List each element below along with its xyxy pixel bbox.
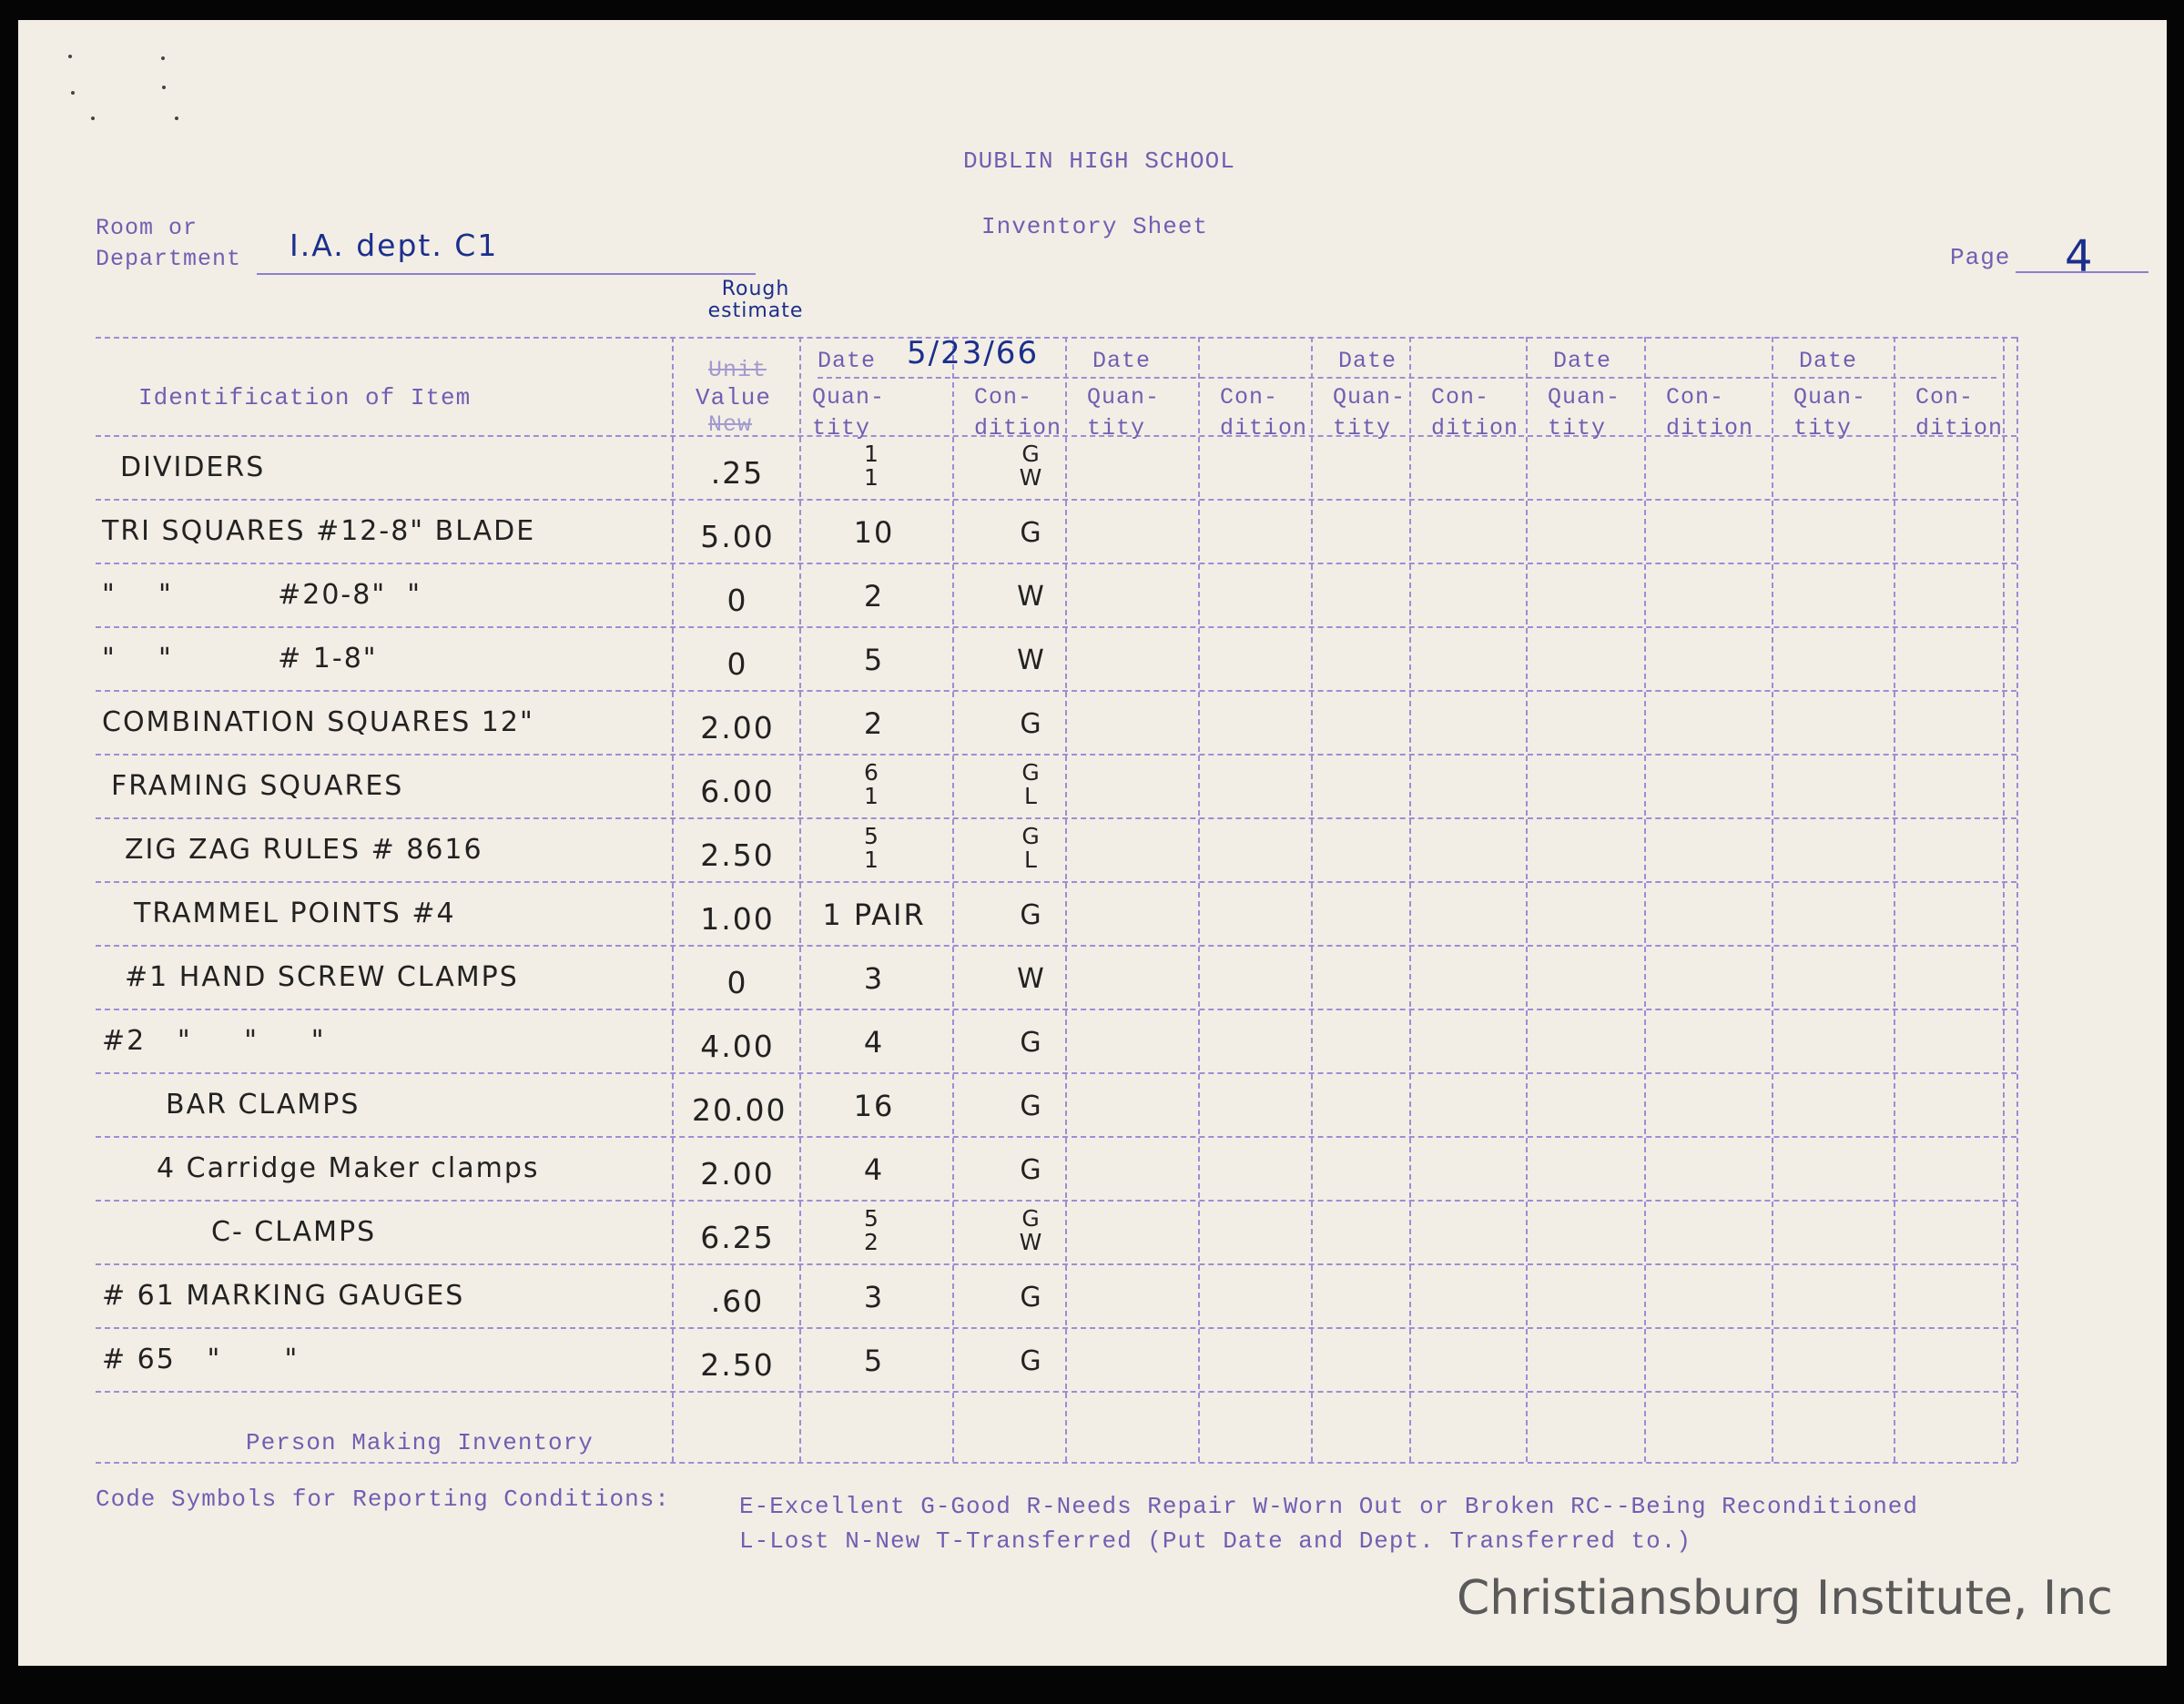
item-name: " " # 1-8" xyxy=(102,643,378,674)
item-quantity: 1 PAIR xyxy=(822,898,926,932)
item-condition: G xyxy=(1020,1027,1043,1059)
item-condition: G xyxy=(1020,1282,1043,1314)
item-value: 0 xyxy=(726,646,748,682)
item-quantity: 1 1 xyxy=(864,441,880,491)
item-value: 1.00 xyxy=(700,901,775,937)
item-name: BAR CLAMPS xyxy=(166,1089,361,1121)
quantity-header-5: Quan- tity xyxy=(1793,384,1867,441)
date-header-3: Date xyxy=(1338,348,1397,374)
item-value: 5.00 xyxy=(700,519,775,554)
department-underline xyxy=(257,273,756,275)
item-quantity: 4 xyxy=(863,1152,885,1187)
column-divider xyxy=(1644,337,1646,1462)
date-header-4: Date xyxy=(1553,348,1612,374)
item-name: TRI SQUARES #12-8" BLADE xyxy=(102,515,536,547)
department-value: I.A. dept. C1 xyxy=(290,228,499,263)
table-bottom-border xyxy=(96,1462,2016,1464)
date-row-divider xyxy=(818,377,1996,379)
condition-header-2: Con- dition xyxy=(1220,384,1308,441)
item-condition: W xyxy=(1017,644,1046,676)
item-value: .25 xyxy=(710,455,765,491)
condition-header-1: Con- dition xyxy=(974,384,1062,441)
speck xyxy=(162,86,166,89)
page-label: Page xyxy=(1950,244,2011,271)
item-quantity: 6 1 xyxy=(864,759,880,809)
row-divider xyxy=(96,563,2016,564)
item-value: 6.00 xyxy=(700,774,775,809)
inventory-sheet-paper xyxy=(18,20,2167,1666)
condition-header-5: Con- dition xyxy=(1915,384,2004,441)
value-header-struck-new: New xyxy=(708,411,753,438)
column-divider xyxy=(1311,337,1313,1462)
item-condition: G L xyxy=(1021,823,1041,873)
table-top-border xyxy=(96,337,2016,339)
speck xyxy=(175,117,178,120)
item-value: 2.50 xyxy=(700,837,775,873)
table-right-border xyxy=(2016,337,2018,1462)
item-value: 2.00 xyxy=(700,1156,775,1192)
column-divider xyxy=(1772,337,1773,1462)
row-divider xyxy=(96,1200,2016,1202)
row-divider xyxy=(96,626,2016,628)
row-divider xyxy=(96,499,2016,501)
item-quantity: 10 xyxy=(853,515,895,550)
item-name: # 61 MARKING GAUGES xyxy=(102,1280,465,1312)
row-divider xyxy=(96,690,2016,692)
item-name: C- CLAMPS xyxy=(211,1216,377,1248)
watermark: Christiansburg Institute, Inc xyxy=(1457,1571,2113,1626)
item-value: 2.00 xyxy=(700,710,775,746)
speck xyxy=(91,117,95,120)
school-name: DUBLIN HIGH SCHOOL xyxy=(963,147,1235,175)
item-value: 6.25 xyxy=(700,1220,775,1255)
row-divider xyxy=(96,1072,2016,1074)
item-condition: G W xyxy=(1019,1205,1044,1255)
speck xyxy=(71,91,75,95)
speck xyxy=(161,56,165,60)
date-header-5: Date xyxy=(1799,348,1858,374)
item-name: ZIG ZAG RULES # 8616 xyxy=(125,834,483,866)
column-divider xyxy=(1065,337,1067,1462)
item-value: 0 xyxy=(726,965,748,1000)
code-symbols-line-2: L-Lost N-New T-Transferred (Put Date and Dept. Transferred to.) xyxy=(739,1527,1691,1555)
item-value: 4.00 xyxy=(700,1029,775,1064)
item-name: 4 Carridge Maker clamps xyxy=(157,1152,540,1184)
row-divider xyxy=(96,881,2016,883)
quantity-header-4: Quan- tity xyxy=(1548,384,1621,441)
item-name: TRAMMEL POINTS #4 xyxy=(134,898,456,929)
row-divider xyxy=(96,1391,2016,1393)
quantity-header-2: Quan- tity xyxy=(1087,384,1161,441)
person-making-inventory-label: Person Making Inventory xyxy=(246,1429,594,1456)
page-number: 4 xyxy=(2065,231,2095,282)
item-quantity: 3 xyxy=(863,961,885,996)
column-divider xyxy=(1409,337,1411,1462)
date-header-2: Date xyxy=(1092,348,1152,374)
item-value: .60 xyxy=(710,1283,765,1319)
item-quantity: 5 xyxy=(863,643,885,677)
item-quantity: 4 xyxy=(863,1025,885,1060)
code-symbols-label: Code Symbols for Reporting Conditions: xyxy=(96,1486,670,1513)
item-condition: G W xyxy=(1019,441,1044,491)
condition-header-3: Con- dition xyxy=(1431,384,1519,441)
column-divider xyxy=(672,337,674,1462)
sheet-title: Inventory Sheet xyxy=(981,213,1209,240)
row-divider xyxy=(96,1009,2016,1010)
item-quantity: 5 2 xyxy=(864,1205,880,1255)
first-date-value: 5/23/66 xyxy=(907,335,1040,371)
condition-header-4: Con- dition xyxy=(1666,384,1754,441)
code-symbols-line-1: E-Excellent G-Good R-Needs Repair W-Worn Out or Broken RC--Being Reconditioned xyxy=(739,1493,1918,1520)
item-value: 20.00 xyxy=(692,1092,787,1128)
column-divider xyxy=(1198,337,1200,1462)
item-name: FRAMING SQUARES xyxy=(111,770,404,802)
quantity-header-3: Quan- tity xyxy=(1333,384,1407,441)
row-divider xyxy=(96,817,2016,819)
department-label: Department xyxy=(96,246,242,272)
item-quantity: 2 xyxy=(863,706,885,741)
item-quantity: 2 xyxy=(863,579,885,614)
item-name: COMBINATION SQUARES 12" xyxy=(102,706,534,738)
column-divider xyxy=(952,337,954,1462)
item-name: #1 HAND SCREW CLAMPS xyxy=(125,961,519,993)
item-value: 2.50 xyxy=(700,1347,775,1383)
speck xyxy=(68,55,72,58)
row-divider xyxy=(96,945,2016,947)
column-divider xyxy=(1526,337,1528,1462)
item-condition: G L xyxy=(1021,759,1041,809)
column-divider xyxy=(799,337,801,1462)
column-divider xyxy=(2003,337,2005,1462)
item-quantity: 5 xyxy=(863,1344,885,1378)
identification-header: Identification of Item xyxy=(138,384,472,411)
item-condition: W xyxy=(1017,581,1046,613)
item-name: DIVIDERS xyxy=(120,451,266,483)
item-name: " " #20-8" " xyxy=(102,579,422,611)
value-header: Value xyxy=(696,384,772,411)
column-divider xyxy=(1894,337,1895,1462)
item-condition: W xyxy=(1017,963,1046,995)
row-divider xyxy=(96,1136,2016,1138)
quantity-header-1: Quan- tity xyxy=(812,384,886,441)
item-condition: G xyxy=(1020,708,1043,740)
item-condition: G xyxy=(1020,1345,1043,1377)
rough-estimate-note: Rough estimate xyxy=(707,278,804,322)
row-divider xyxy=(96,1263,2016,1265)
row-divider xyxy=(96,754,2016,756)
item-condition: G xyxy=(1020,1154,1043,1186)
item-quantity: 5 1 xyxy=(864,823,880,873)
row-divider xyxy=(96,1327,2016,1329)
item-condition: G xyxy=(1020,899,1043,931)
item-value: 0 xyxy=(726,583,748,618)
item-condition: G xyxy=(1020,517,1043,549)
item-quantity: 3 xyxy=(863,1280,885,1314)
item-quantity: 16 xyxy=(853,1089,895,1123)
room-label: Room or xyxy=(96,215,198,241)
item-condition: G xyxy=(1020,1090,1043,1122)
value-header-struck-unit: Unit xyxy=(708,357,767,383)
item-name: #2 " " " xyxy=(102,1025,326,1057)
date-header-1: Date xyxy=(818,348,877,374)
item-name: # 65 " " xyxy=(102,1344,300,1375)
